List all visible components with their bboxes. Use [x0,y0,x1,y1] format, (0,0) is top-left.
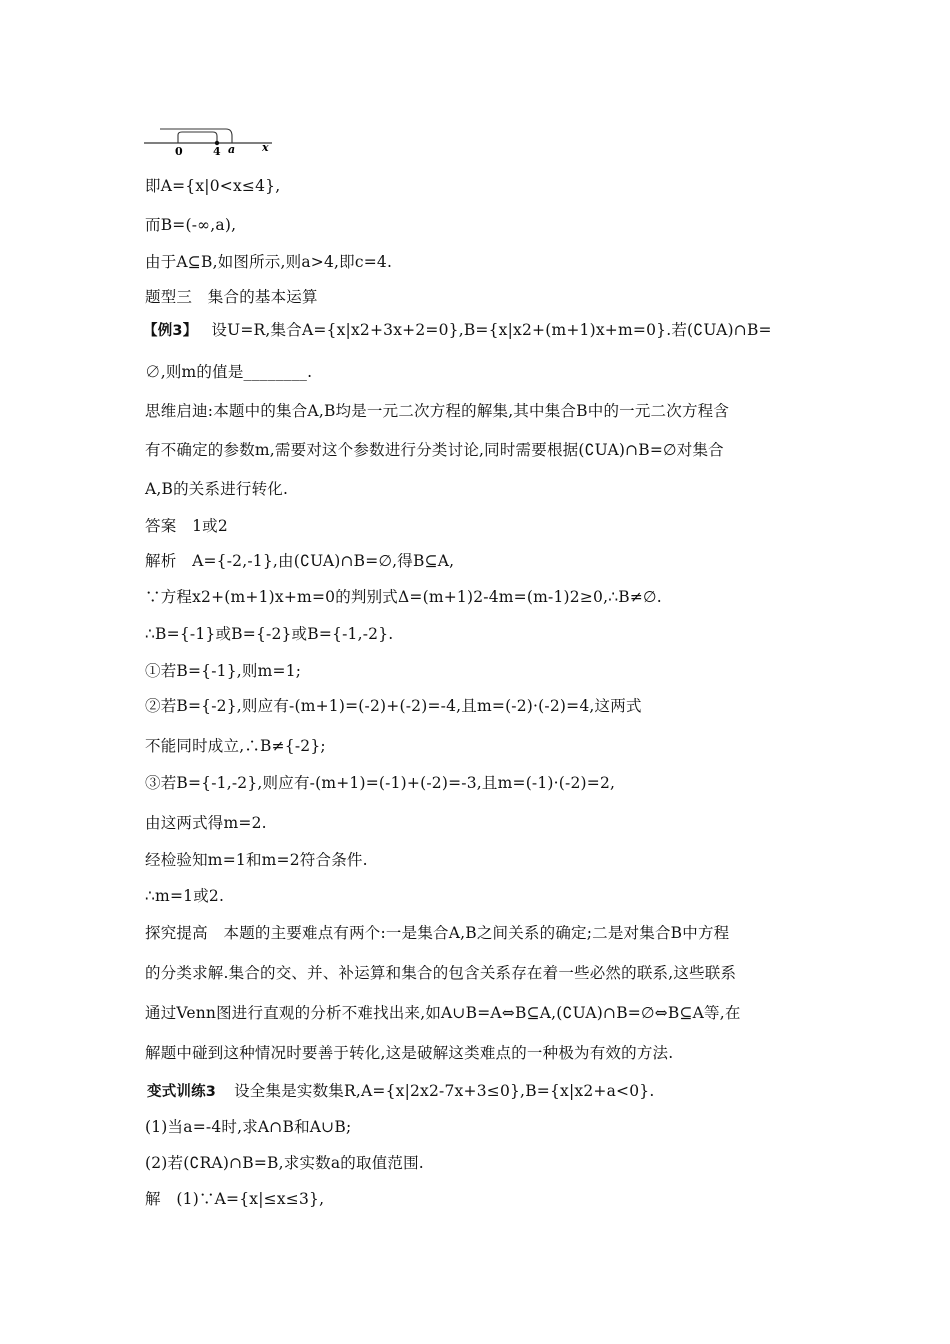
variation-text: 设全集是实数集R,A={x|2x2-7x+3≤0},B={x|x2+a<0}. [234,1082,655,1100]
text-line: ②若B={-2},则应有-(m+1)=(-2)+(-2)=-4,且m=(-2)·(-2)=4,这两式 [145,697,642,715]
text-line: 不能同时成立,∴B≠{-2}; [145,737,326,755]
text-line: ①若B={-1},则m=1; [145,662,302,680]
example-3-question [143,320,772,341]
set-a-bracket [178,132,217,143]
tick-label-a: a [228,143,236,156]
text-line: ∅,则m的值是________. [145,363,313,381]
text-line: 解 (1)∵A={x|≤x≤3}, [145,1190,325,1208]
variation-exercise-3 [147,1081,654,1102]
section-heading: 题型三 集合的基本运算 [145,288,318,306]
axis-label-x: x [262,141,269,154]
tick-label-0: 0 [175,145,183,156]
text-line: ∴B={-1}或B={-2}或B={-1,-2}. [145,625,394,643]
text-line: ③若B={-1,-2},则应有-(m+1)=(-1)+(-2)=-3,且m=(-1)·(-2)=2, [145,774,616,792]
set-b-bracket [160,129,232,143]
tick-label-4: 4 [213,145,221,156]
example-tag: 【例3】 [143,323,198,339]
text-line: (1)当a=-4时,求A∩B和A∪B; [145,1118,352,1136]
text-line: 解析 A={-2,-1},由(∁UA)∩B=∅,得B⊆A, [145,552,455,570]
text-line: (2)若(∁RA)∩B=B,求实数a的取值范围. [145,1154,424,1172]
answer-line: 答案 1或2 [145,517,228,535]
text-line: 由这两式得m=2. [145,814,267,832]
variation-tag: 变式训练3 [147,1084,217,1100]
text-line: 而B=(-∞,a), [145,216,237,234]
text-line: A,B的关系进行转化. [145,480,289,498]
text-line: ∴m=1或2. [145,887,225,905]
text-line: 即A={x|0<x≤4}, [145,177,281,195]
text-line: 有不确定的参数m,需要对这个参数进行分类讨论,同时需要根据(∁UA)∩B=∅对集合 [145,441,724,459]
text-line: 探究提高 本题的主要难点有两个:一是集合A,B之间关系的确定;二是对集合B中方程 [145,924,730,942]
text-line: 通过Venn图进行直观的分析不难找出来,如A∪B=A⇔B⊆A,(∁UA)∩B=∅⇔B⊆A等,在 [145,1004,741,1022]
text-line: 由于A⊆B,如图所示,则a>4,即c=4. [145,253,393,271]
text-line: 思维启迪:本题中的集合A,B均是一元二次方程的解集,其中集合B中的一元二次方程含 [145,402,730,420]
text-line: ∵方程x2+(m+1)x+m=0的判别式Δ=(m+1)2-4m=(m-1)2≥0,∴B≠∅. [145,588,662,606]
number-line-figure [140,122,280,156]
example-text: 设U=R,集合A={x|x2+3x+2=0},B={x|x2+(m+1)x+m=0}.若(∁UA)∩B= [211,321,772,339]
text-line: 经检验知m=1和m=2符合条件. [145,851,368,869]
text-line: 的分类求解.集合的交、并、补运算和集合的包含关系存在着一些必然的联系,这些联系 [145,964,737,982]
text-line: 解题中碰到这种情况时要善于转化,这是破解这类难点的一种极为有效的方法. [145,1044,674,1062]
